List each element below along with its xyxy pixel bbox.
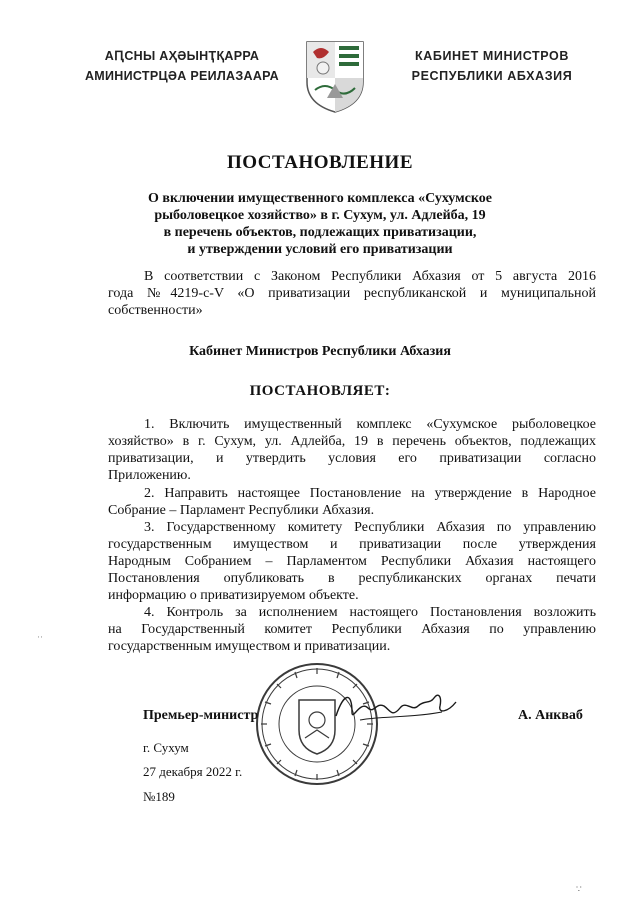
item-line: государственным имуществом и приватизации после утверждения <box>108 537 596 552</box>
letterhead <box>0 38 640 118</box>
place-of-issue: г. Сухум <box>143 740 189 755</box>
resolves-heading: ПОСТАНОВЛЯЕТ: <box>249 383 391 399</box>
date-of-issue: 27 декабря 2022 г. <box>143 764 243 779</box>
item-line: 4. Контроль за исполнением настоящего Постановления возложить <box>144 605 596 620</box>
item-line: на Государственный комитет Республики Абхазия по управлению <box>108 622 596 637</box>
item-3 <box>108 519 596 604</box>
handwritten-signature-icon <box>330 682 460 732</box>
coat-of-arms-icon <box>303 38 367 114</box>
subject-line: рыболовецкое хозяйство» в г. Сухум, ул. Адлейба, 19 <box>154 208 486 223</box>
item-line: информацию о приватизируемом объекте. <box>108 588 359 603</box>
preamble-line: года №4219-с-V «О приватизации республиканской и муниципальной <box>108 286 596 301</box>
item-2 <box>108 485 596 519</box>
letterhead-russian-line2: РЕСПУБЛИКИ АБХАЗИЯ <box>411 69 573 83</box>
item-line: приватизации, и утвердить условия его приватизации согласно <box>108 451 596 466</box>
subject-line: и утверждении условий его приватизации <box>187 242 453 257</box>
document-number: №189 <box>143 789 175 804</box>
item-line: хозяйство» в г. Сухум, ул. Адлейба, 19 в перечень объектов, подлежащих <box>108 434 596 449</box>
item-line: Собрание – Парламент Республики Абхазия. <box>108 503 375 518</box>
item-line: 1. Включить имущественный комплекс «Сухумское рыболовецкое <box>144 417 596 432</box>
document-subject <box>120 190 520 258</box>
issuing-body: Кабинет Министров Республики Абхазия <box>189 344 451 359</box>
scan-artifact-mark: ·· <box>37 632 43 642</box>
signatory-title: Премьер-министр <box>143 708 259 723</box>
item-1 <box>108 416 596 484</box>
item-line: государственным имуществом и приватизации. <box>108 639 391 654</box>
subject-line: в перечень объектов, подлежащих приватизации, <box>163 225 477 240</box>
item-line: 3. Государственному комитету Республики Абхазия по управлению <box>144 520 596 535</box>
subject-line: О включении имущественного комплекса «Сухумское <box>148 191 492 206</box>
preamble <box>108 268 596 319</box>
item-4 <box>108 604 596 655</box>
preamble-line: собственности» <box>108 303 203 318</box>
signatory-name: А. Анкваб <box>518 708 583 723</box>
scan-artifact-mark: ∵ <box>576 884 582 894</box>
item-line: 2. Направить настоящее Постановление на утверждение в Народное <box>144 486 596 501</box>
item-line: Постановления опубликовать в республиканских органах печати <box>108 571 596 586</box>
letterhead-russian <box>372 46 612 86</box>
item-line: Приложению. <box>108 468 191 483</box>
preamble-line: В соответствии с Законом Республики Абхазия от 5 августа 2016 <box>144 269 596 284</box>
document-title: ПОСТАНОВЛЕНИЕ <box>226 152 414 173</box>
letterhead-abkhaz <box>62 46 302 86</box>
letterhead-abkhaz-line2: АМИНИСТРЦӘА РЕИЛАЗААРА <box>84 69 280 83</box>
item-line: Народным Собранием – Парламентом Республики Абхазия настоящего <box>108 554 596 569</box>
letterhead-russian-line1: КАБИНЕТ МИНИСТРОВ <box>415 49 569 63</box>
letterhead-abkhaz-line1: АԤСНЫ АҲӘЫНҬҚАРРА <box>104 49 260 63</box>
